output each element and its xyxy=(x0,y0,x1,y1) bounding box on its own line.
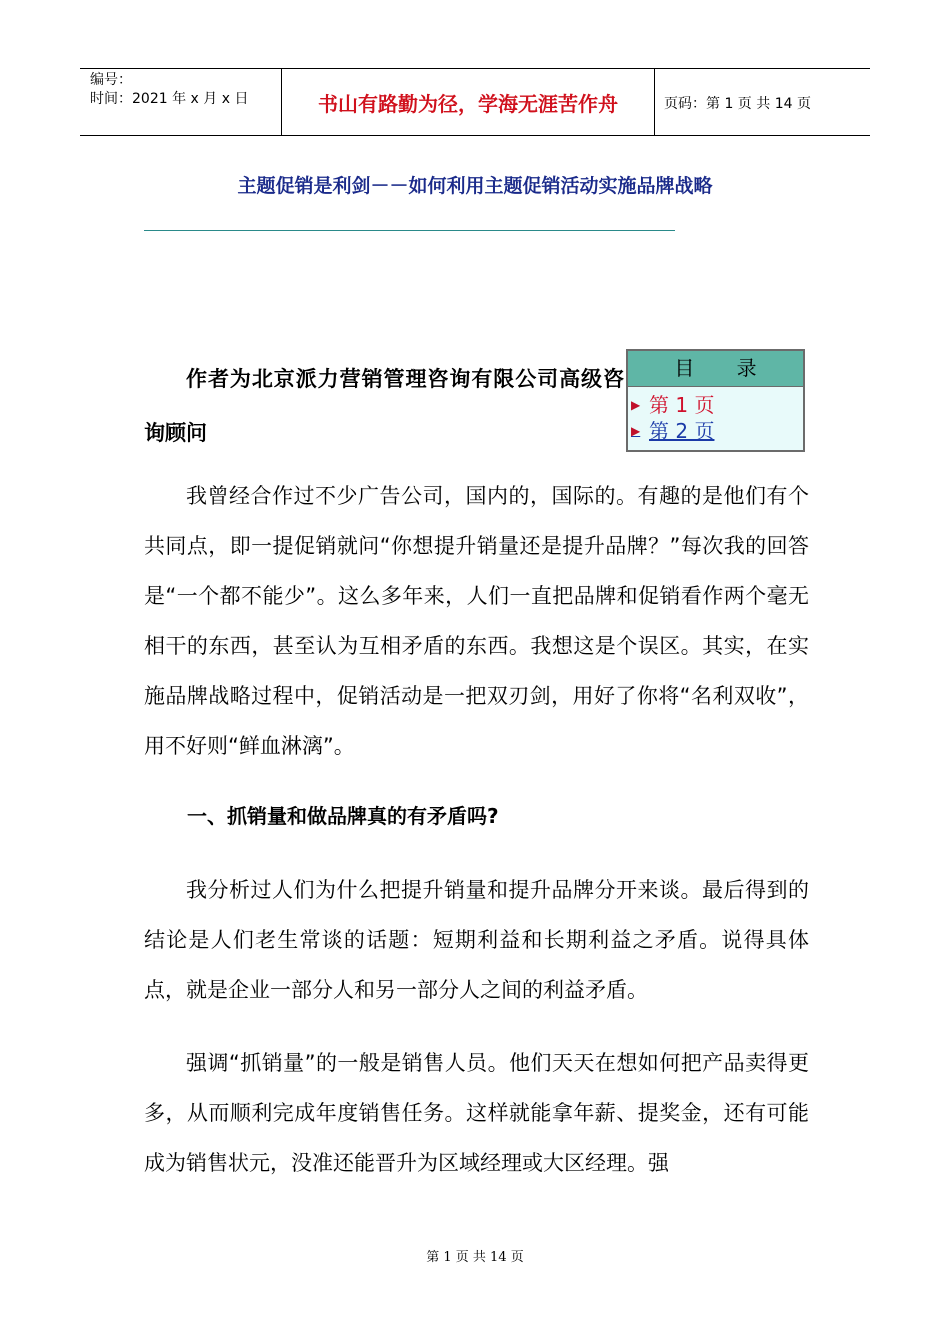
toc-link-label: 第 2 页 xyxy=(649,419,715,443)
header-motto: 书山有路勤为径，学海无涯苦作舟 xyxy=(318,92,618,116)
header-meta xyxy=(90,71,248,109)
header-top-rule xyxy=(80,68,870,69)
paragraph-text: 我曾经合作过不少广告公司，国内的，国际的。有趣的是他们有个共同点，即一提促销就问“你想提升销量还是提升品牌？”每次我的回答是“一个都不能少”。这么多年来，人们一直把品牌和促销看作两个毫无相干的东西，甚至认为互相矛盾的东西。我想这是个误区。其实，在实施品牌战略过程中，促销活动是一把双刃剑，用好了你将“名利双收”，用不好则“鲜血淋漓”。 xyxy=(144,484,809,758)
header-page-info: 页码：第 1 页 共 14 页 xyxy=(664,96,811,112)
section-heading: 一、抓销量和做品牌真的有矛盾吗? xyxy=(187,804,499,828)
serial-label: 编号： xyxy=(90,72,132,88)
document-title: 主题促销是利剑－－如何利用主题促销活动实施品牌战略 xyxy=(237,175,713,197)
triangle-right-icon: ▶ xyxy=(631,398,641,412)
title-rule xyxy=(144,230,675,231)
body-paragraph xyxy=(144,471,809,771)
header-bottom-rule xyxy=(80,135,870,136)
triangle-right-icon: ▶ xyxy=(631,424,641,438)
header-divider xyxy=(281,68,282,136)
paragraph-text: 我分析过人们为什么把提升销量和提升品牌分开来谈。最后得到的结论是人们老生常谈的话题：短期利益和长期利益之矛盾。说得具体点，就是企业一部分人和另一部分人之间的利益矛盾。 xyxy=(144,878,809,1002)
body-paragraph xyxy=(144,1038,809,1188)
toc-link-page-1[interactable] xyxy=(628,392,803,418)
page-footer: 第 1 页 共 14 页 xyxy=(426,1250,524,1265)
toc-heading: 目 录 xyxy=(628,351,803,387)
date-label: 时间：2021 年 x 月 x 日 xyxy=(90,91,249,107)
toc-link-page-2[interactable] xyxy=(628,418,803,444)
toc-link-label: 第 1 页 xyxy=(649,393,715,417)
author-line: 作者为北京派力营销管理咨询有限公司高级咨询顾问 xyxy=(144,367,624,445)
body-paragraph xyxy=(144,865,809,1015)
table-of-contents xyxy=(626,349,805,452)
author-paragraph xyxy=(144,352,624,460)
paragraph-text: 强调“抓销量”的一般是销售人员。他们天天在想如何把产品卖得更多，从而顺利完成年度销售任务。这样就能拿年薪、提奖金，还有可能成为销售状元，没准还能晋升为区域经理或大区经理。强 xyxy=(144,1051,809,1175)
header-divider xyxy=(654,68,655,136)
